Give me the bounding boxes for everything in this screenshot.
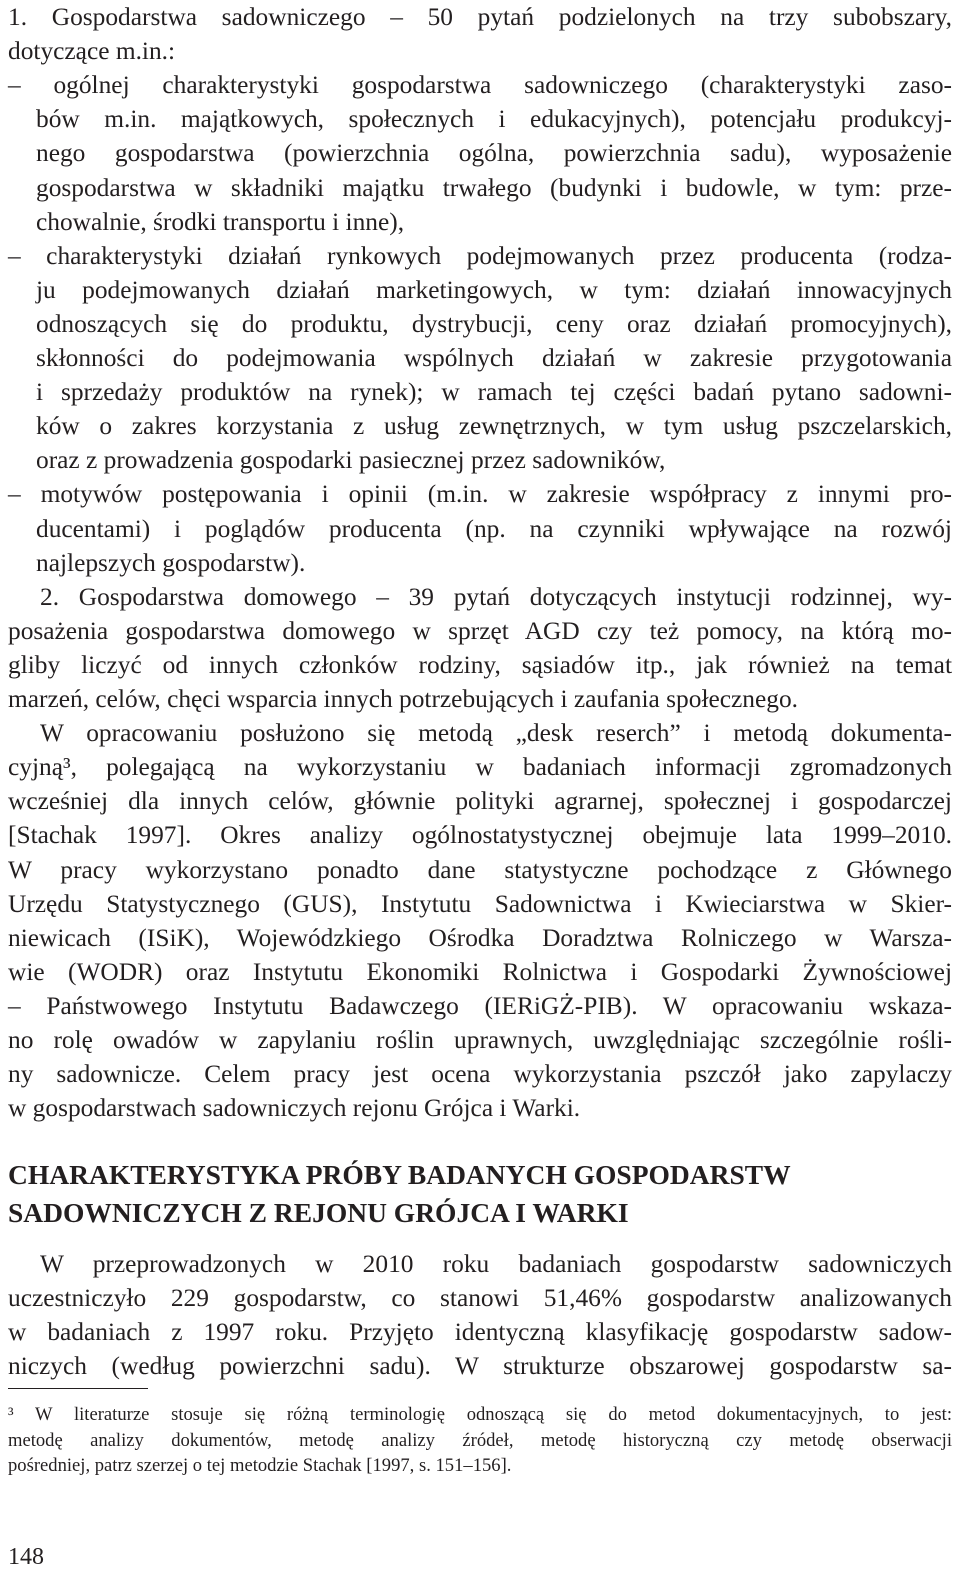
body1-line: 1. Gospodarstwa sadowniczego – 50 pytań podzielonych na trzy subobszary, <box>8 3 952 31</box>
body1-line: oraz z prowadzenia gospodarki pasiecznej przez sadowników, <box>36 446 666 475</box>
body1-line: [Stachak 1997]. Okres analizy ogólnostatystycznej obejmuje lata 1999–2010. <box>8 821 952 850</box>
body1-line: wie (WODR) oraz Instytutu Ekonomiki Rolnictwa i Gospodarki Żywnościowej <box>8 957 952 986</box>
body1-line: nego gospodarstwa (powierzchnia ogólna, powierzchnia sadu), wyposażenie <box>36 139 952 168</box>
body1-line: cyjną³, polegającą na wykorzystaniu w badaniach informacji zgromadzonych <box>8 753 952 782</box>
body1-line: niewicach (ISiK), Wojewódzkiego Ośrodka Doradztwa Rolniczego w Warsza- <box>8 923 952 952</box>
body1-line: Urzędu Statystycznego (GUS), Instytutu Sadownictwa i Kwieciarstwa w Skier- <box>8 889 952 918</box>
heading-line: SADOWNICZYCH Z REJONU GRÓJCA I WARKI <box>8 1196 629 1228</box>
body1-line: – ogólnej charakterystyki gospodarstwa sadowniczego (charakterystyki zaso- <box>8 71 952 100</box>
body1-line: w gospodarstwach sadowniczych rejonu Grójca i Warki. <box>8 1094 581 1123</box>
body1-line: W opracowaniu posłużono się metodą „desk reserch” i metodą dokumenta- <box>40 719 952 748</box>
body1-line: no rolę owadów w zapylaniu roślin uprawnych, uwzględniając szczególnie rośli- <box>8 1026 952 1054</box>
body2-line: niczych (według powierzchni sadu). W strukturze obszarowej gospodarstw sa- <box>8 1352 952 1381</box>
body1-line: ducentami) i poglądów producenta (np. na czynniki wpływające na rozwój <box>36 514 952 543</box>
heading-line: CHARAKTERYSTYKA PRÓBY BADANYCH GOSPODARSTW <box>8 1159 791 1190</box>
body1-line: – motywów postępowania i opinii (m.in. w zakresie współpracy z innymi pro- <box>8 480 952 509</box>
footnote-separator <box>8 1388 148 1389</box>
body1-line: W pracy wykorzystano ponadto dane statystyczne pochodzące z Głównego <box>8 855 952 884</box>
body2-line: uczestniczyło 229 gospodarstw, co stanowi 51,46% gospodarstw analizowanych <box>8 1284 952 1313</box>
body1-line: skłonności do podejmowania wspólnych działań w zakresie przygotowania <box>36 344 952 372</box>
footnotes-line: ³ W literaturze stosuje się różną terminologię odnoszącą się do metod dokumentacyjnych, to jest: <box>8 1404 952 1425</box>
body1-line: marzeń, celów, chęci wsparcia innych potrzebujących i zaufania społecznego. <box>8 685 799 713</box>
body1-line: bów m.in. majątkowych, społecznych i edukacyjnych), potencjału produkcyj- <box>36 105 952 134</box>
body1-line: ków o zakres korzystania z usług zewnętrznych, w tym usług pszczelarskich, <box>36 412 952 441</box>
page-number: 148 <box>8 1544 44 1570</box>
footnotes-line: metodę analizy dokumentów, metodę analizy źródeł, metodę historyczną czy metodę obserwacji <box>8 1429 952 1451</box>
body1-line: ju podejmowanych działań marketingowych, w tym: działań innowacyjnych <box>36 275 952 304</box>
body1-line: i sprzedaży produktów na rynek); w ramach tej części badań pytano sadowni- <box>36 378 952 407</box>
body1-line: dotyczące m.in.: <box>8 37 176 66</box>
footnotes-line: pośredniej, patrz szerzej o tej metodzie Stachak [1997, s. 151–156]. <box>8 1455 512 1476</box>
body2-line: W przeprowadzonych w 2010 roku badaniach gospodarstw sadowniczych <box>40 1250 952 1278</box>
body1-line: – Państwowego Instytutu Badawczego (IERiGŻ-PIB). W opracowaniu wskaza- <box>8 991 952 1020</box>
body1-line: gliby liczyć od innych członków rodziny, sąsiadów itp., jak również na temat <box>8 650 952 679</box>
body1-line: 2. Gospodarstwa domowego – 39 pytań dotyczących instytucji rodzinnej, wy- <box>40 582 952 611</box>
body2-line: w badaniach z 1997 roku. Przyjęto identyczną klasyfikację gospodarstw sadow- <box>8 1318 952 1347</box>
body1-line: ny sadownicze. Celem pracy jest ocena wykorzystania pszczół jako zapylaczy <box>8 1060 952 1089</box>
body1-line: odnoszących się do produktu, dystrybucji, ceny oraz działań promocyjnych), <box>36 309 952 338</box>
body1-line: wcześniej dla innych celów, głównie polityki agrarnej, społecznej i gospodarczej <box>8 787 952 816</box>
body1-line: gospodarstwa w składniki majątku trwałego (budynki i budowle, w tym: prze- <box>36 173 952 202</box>
body1-line: posażenia gospodarstwa domowego w sprzęt AGD czy też pomocy, na którą mo- <box>8 616 952 645</box>
body1-line: chowalnie, środki transportu i inne), <box>36 207 405 236</box>
body1-line: – charakterystyki działań rynkowych podejmowanych przez producenta (rodza- <box>8 241 952 270</box>
body1-line: najlepszych gospodarstw). <box>36 548 306 577</box>
